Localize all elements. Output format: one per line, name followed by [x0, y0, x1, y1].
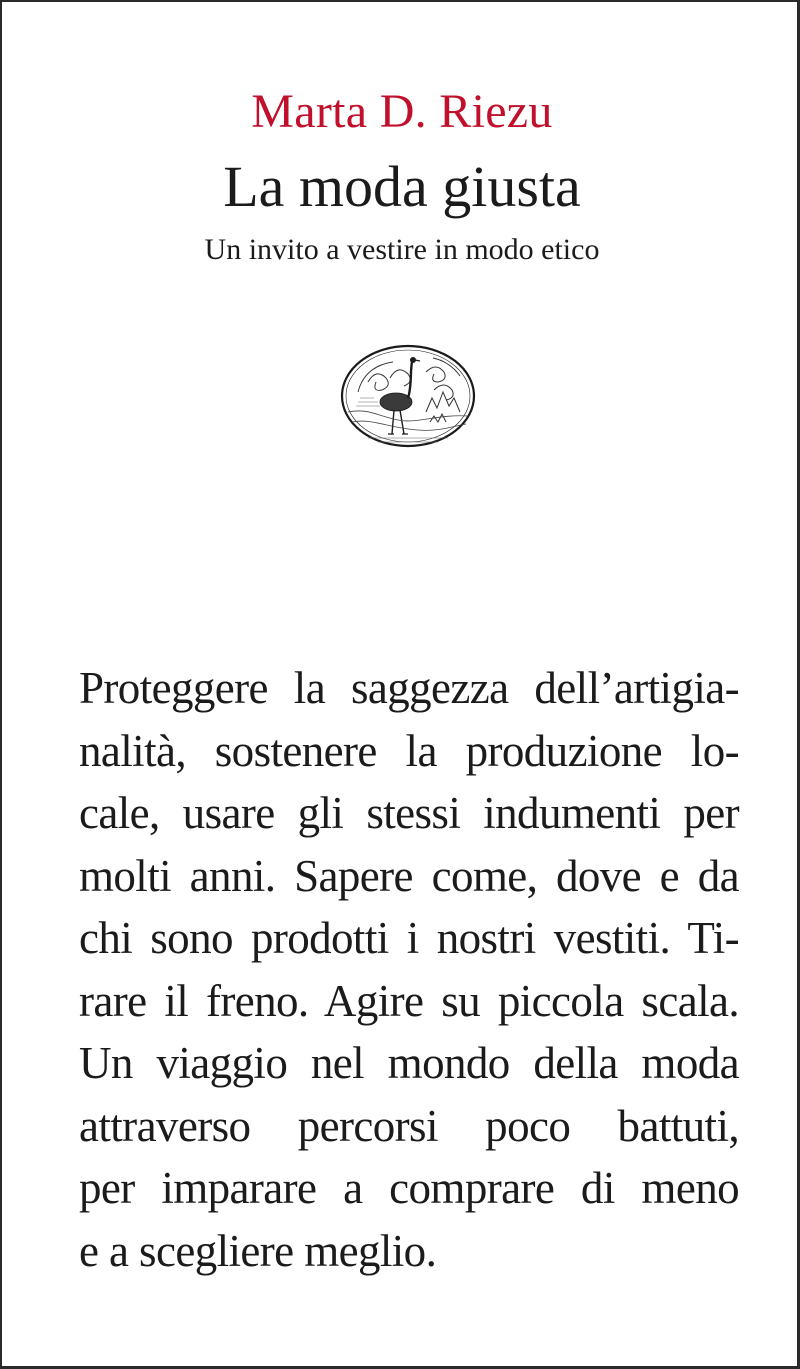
- blurb-text: [79, 657, 739, 1282]
- ostrich-emblem-icon: [338, 342, 478, 450]
- blurb-line: per imparare a comprare di meno: [79, 1163, 739, 1213]
- book-subtitle: Un invito a vestire in modo etico: [204, 233, 600, 266]
- blurb-line: e a scegliere meglio.: [79, 1225, 437, 1276]
- author-name: Marta D. Riezu: [251, 85, 553, 138]
- book-title: La moda giusta: [223, 154, 581, 219]
- blurb-line: Un viaggio nel mondo della moda: [79, 1038, 739, 1088]
- blurb-line: Proteggere la saggezza dell’artigia-: [79, 663, 739, 713]
- blurb-line: cale, usare gli stessi indumenti per: [79, 788, 739, 838]
- blurb-line: attraverso percorsi poco battuti,: [79, 1100, 739, 1151]
- blurb-line: rare il freno. Agire su piccola scala.: [79, 975, 739, 1026]
- blurb-line: chi sono prodotti i nostri vestiti. Ti-: [79, 913, 739, 963]
- blurb-line: nalità, sostenere la produzione lo-: [79, 725, 739, 776]
- blurb-line: molti anni. Sapere come, dove e da: [79, 850, 739, 901]
